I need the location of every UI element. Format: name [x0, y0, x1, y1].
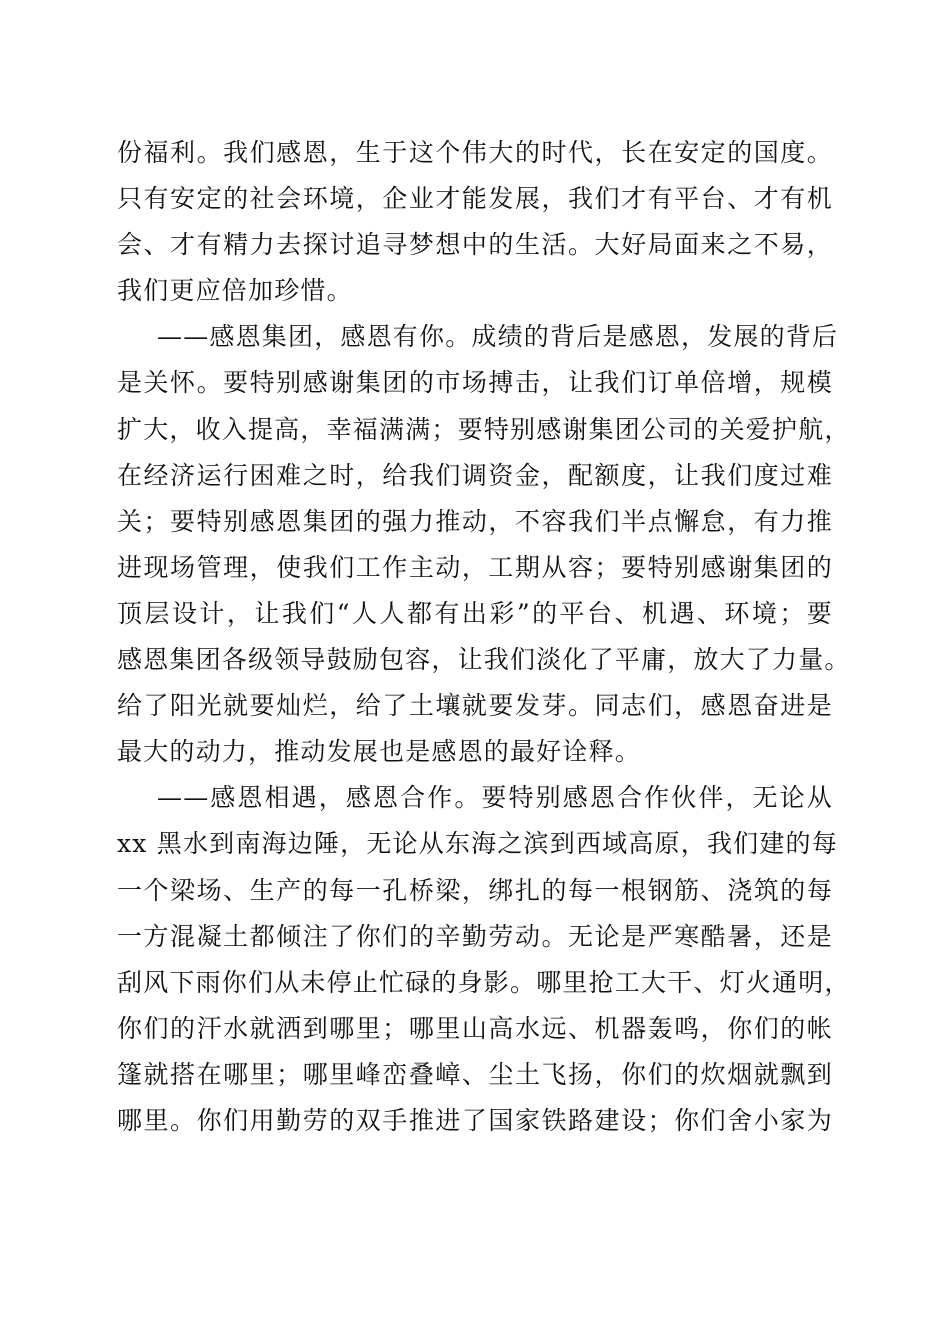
- text-line: 你们的汗水就洒到哪里；哪里山高水远、机器轰鸣，你们的帐: [117, 1013, 833, 1043]
- text-line: 一方混凝土都倾注了你们的辛勤劳动。无论是严寒酷暑，还是: [117, 921, 833, 951]
- text-line: xx 黑水到南海边陲，无论从东海之滨到西域高原，我们建的每: [117, 829, 838, 859]
- text-line: 我们更应倍加珍惜。: [117, 276, 353, 306]
- paragraph-2: [117, 314, 851, 775]
- text-line: 在经济运行困难之时，给我们调资金，配额度，让我们度过难: [117, 460, 833, 490]
- text-line: 扩大，收入提高，幸福满满；要特别感谢集团公司的关爱护航，: [117, 414, 851, 444]
- text-line: 顶层设计，让我们“人人都有出彩”的平台、机遇、环境；要: [117, 598, 833, 628]
- text-line: 会、才有精力去探讨追寻梦想中的生活。大好局面来之不易，: [117, 230, 833, 260]
- text-line: 给了阳光就要灿烂，给了土壤就要发芽。同志们，感恩奋进是: [117, 691, 833, 721]
- text-line: 进现场管理，使我们工作主动，工期从容；要特别感谢集团的: [117, 552, 833, 582]
- text-line: ——感恩相遇，感恩合作。要特别感恩合作伙伴，无论从: [157, 783, 833, 813]
- paragraph-1: [117, 130, 833, 314]
- body-text: [117, 130, 851, 1144]
- text-line: 只有安定的社会环境，企业才能发展，我们才有平台、才有机: [117, 184, 833, 214]
- text-line: 感恩集团各级领导鼓励包容，让我们淡化了平庸，放大了力量。: [117, 645, 851, 675]
- text-line: 是关怀。要特别感谢集团的市场搏击，让我们订单倍增，规模: [117, 368, 833, 398]
- text-line: 哪里。你们用勤劳的双手推进了国家铁路建设；你们舍小家为: [117, 1105, 833, 1135]
- text-line: 最大的动力，推动发展也是感恩的最好诠释。: [117, 737, 642, 767]
- text-line: 关；要特别感恩集团的强力推动，不容我们半点懈怠，有力推: [117, 506, 833, 536]
- text-line: 刮风下雨你们从未停止忙碌的身影。哪里抢工大干、灯火通明，: [117, 967, 851, 997]
- text-line: 份福利。我们感恩，生于这个伟大的时代，长在安定的国度。: [117, 138, 833, 167]
- text-line: 一个梁场、生产的每一孔桥梁，绑扎的每一根钢筋、浇筑的每: [117, 875, 833, 905]
- text-line: 篷就搭在哪里；哪里峰峦叠嶂、尘土飞扬，你们的炊烟就飘到: [117, 1059, 833, 1089]
- text-line: ——感恩集团，感恩有你。成绩的背后是感恩，发展的背后: [157, 322, 839, 352]
- paragraph-3: [117, 775, 851, 1144]
